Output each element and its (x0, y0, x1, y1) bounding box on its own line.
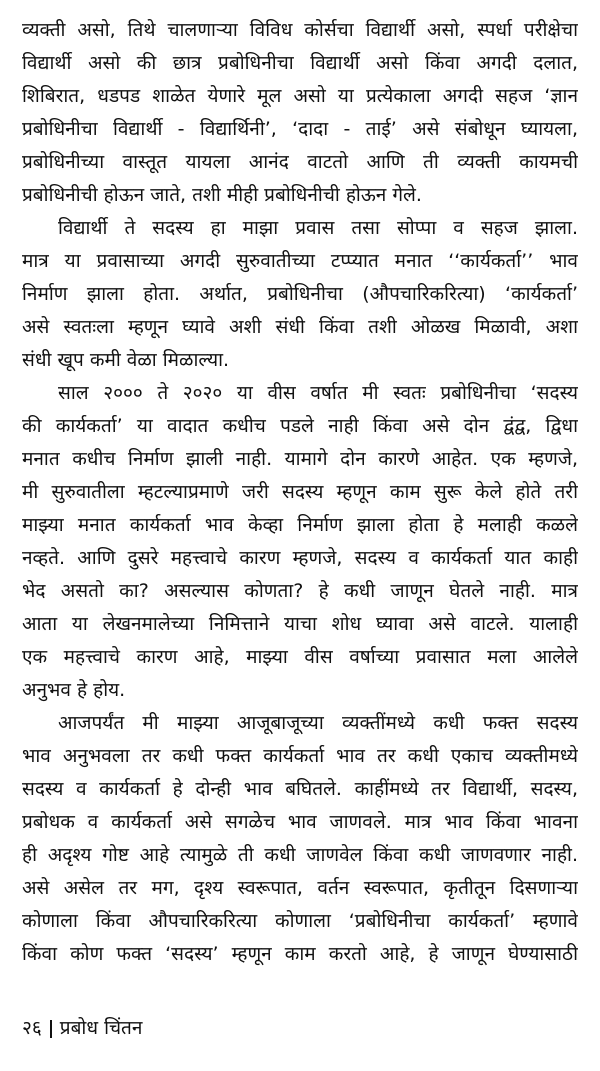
text-line: मनात कधीच निर्माण झाली नाही. यामागे दोन कारणे आहेत. एक म्हणजे, (22, 448, 578, 470)
text-line: माझ्या मनात कार्यकर्ता भाव केव्हा निर्माण झाला होता हे मलाही कळले (22, 514, 578, 536)
paragraph-2 (22, 212, 578, 377)
text-line: विद्यार्थी असो की छात्र प्रबोधिनीचा विद्यार्थी असो किंवा अगदी दलात, (22, 52, 578, 74)
text-line: सदस्य व कार्यकर्ता हे दोन्ही भाव बघितले. काहींमध्ये तर विद्यार्थी, सदस्य, (22, 778, 578, 800)
paragraph-1 (22, 14, 578, 212)
text-line: संधी खूप कमी वेळा मिळाल्या. (22, 349, 230, 371)
text-line: असे स्वतःला म्हणून घ्यावे अशी संधी किंवा तशी ओळख मिळावी, अशा (22, 316, 578, 338)
text-line: विद्यार्थी ते सदस्य हा माझा प्रवास तसा सोप्पा व सहज झाला. (58, 217, 578, 239)
text-line: नव्हते. आणि दुसरे महत्त्वाचे कारण म्हणजे, सदस्य व कार्यकर्ता यात काही (22, 547, 578, 569)
paragraph-4 (22, 707, 578, 971)
text-line: एक महत्त्वाचे कारण आहे, माझ्या वीस वर्षाच्या प्रवासात मला आलेले (22, 646, 578, 668)
text-line: आजपर्यंत मी माझ्या आजूबाजूच्या व्यक्तींमध्ये कधी फक्त सदस्य (58, 712, 578, 734)
text-line: ही अदृश्य गोष्ट आहे त्यामुळे ती कधी जाणवेल किंवा कधी जाणवणार नाही. (22, 844, 578, 866)
text-line: मात्र या प्रवासाच्या अगदी सुरुवातीच्या टप्प्यात मनात ‘‘कार्यकर्ता’’ भाव (22, 250, 578, 272)
publication-title: प्रबोध चिंतन (59, 1017, 143, 1039)
text-line: अनुभव हे होय. (22, 679, 126, 701)
text-line: किंवा कोण फक्त ‘सदस्य’ म्हणून काम करतो आहे, हे जाणून घेण्यासाठी (22, 943, 578, 965)
text-line: प्रबोधक व कार्यकर्ता असे सगळेच भाव जाणवले. मात्र भाव किंवा भावना (22, 811, 578, 833)
text-line: मी सुरुवातीला म्हटल्याप्रमाणे जरी सदस्य म्हणून काम सुरू केले होते तरी (22, 481, 578, 503)
page-footer (22, 1012, 142, 1045)
page-number: २६ (22, 1017, 42, 1039)
text-line: साल २००० ते २०२० या वीस वर्षात मी स्वतः प्रबोधिनीचा ‘सदस्य (58, 382, 578, 404)
text-line: शिबिरात, धडपड शाळेत येणारे मूल असो या प्रत्येकाला अगदी सहज ‘ज्ञान (22, 85, 578, 107)
text-line: निर्माण झाला होता. अर्थात, प्रबोधिनीचा (औपचारिकरित्या) ‘कार्यकर्ता’ (22, 283, 578, 305)
text-line: असे असेल तर मग, दृश्य स्वरूपात, वर्तन स्वरूपात, कृतीतून दिसणाऱ्या (22, 877, 578, 899)
paragraph-3 (22, 377, 578, 707)
text-line: भेद असतो का? असल्यास कोणता? हे कधी जाणून घेतले नाही. मात्र (22, 580, 578, 602)
text-line: प्रबोधिनीचा विद्यार्थी - विद्यार्थिनी’, ‘दादा - ताई’ असे संबोधून घ्यायला, (22, 118, 578, 140)
text-line: प्रबोधिनीच्या वास्तूत यायला आनंद वाटतो आणि ती व्यक्ती कायमची (22, 151, 578, 173)
text-line: की कार्यकर्ता’ या वादात कधीच पडले नाही किंवा असे दोन द्वंद्व, द्विधा (22, 415, 578, 437)
text-line: भाव अनुभवला तर कधी फक्त कार्यकर्ता भाव तर कधी एकाच व्यक्तीमध्ये (22, 745, 578, 767)
text-line: व्यक्ती असो, तिथे चालणाऱ्या विविध कोर्सचा विद्यार्थी असो, स्पर्धा परीक्षेचा (22, 19, 578, 41)
text-line: आता या लेखनमालेच्या निमित्ताने याचा शोध घ्यावा असे वाटले. यालाही (22, 613, 578, 635)
text-line: प्रबोधिनीची होऊन जाते, तशी मीही प्रबोधिनीची होऊन गेले. (22, 184, 422, 206)
text-line: कोणाला किंवा औपचारिकरित्या कोणाला ‘प्रबोधिनीचा कार्यकर्ता’ म्हणावे (22, 910, 578, 932)
footer-divider (50, 1020, 52, 1038)
